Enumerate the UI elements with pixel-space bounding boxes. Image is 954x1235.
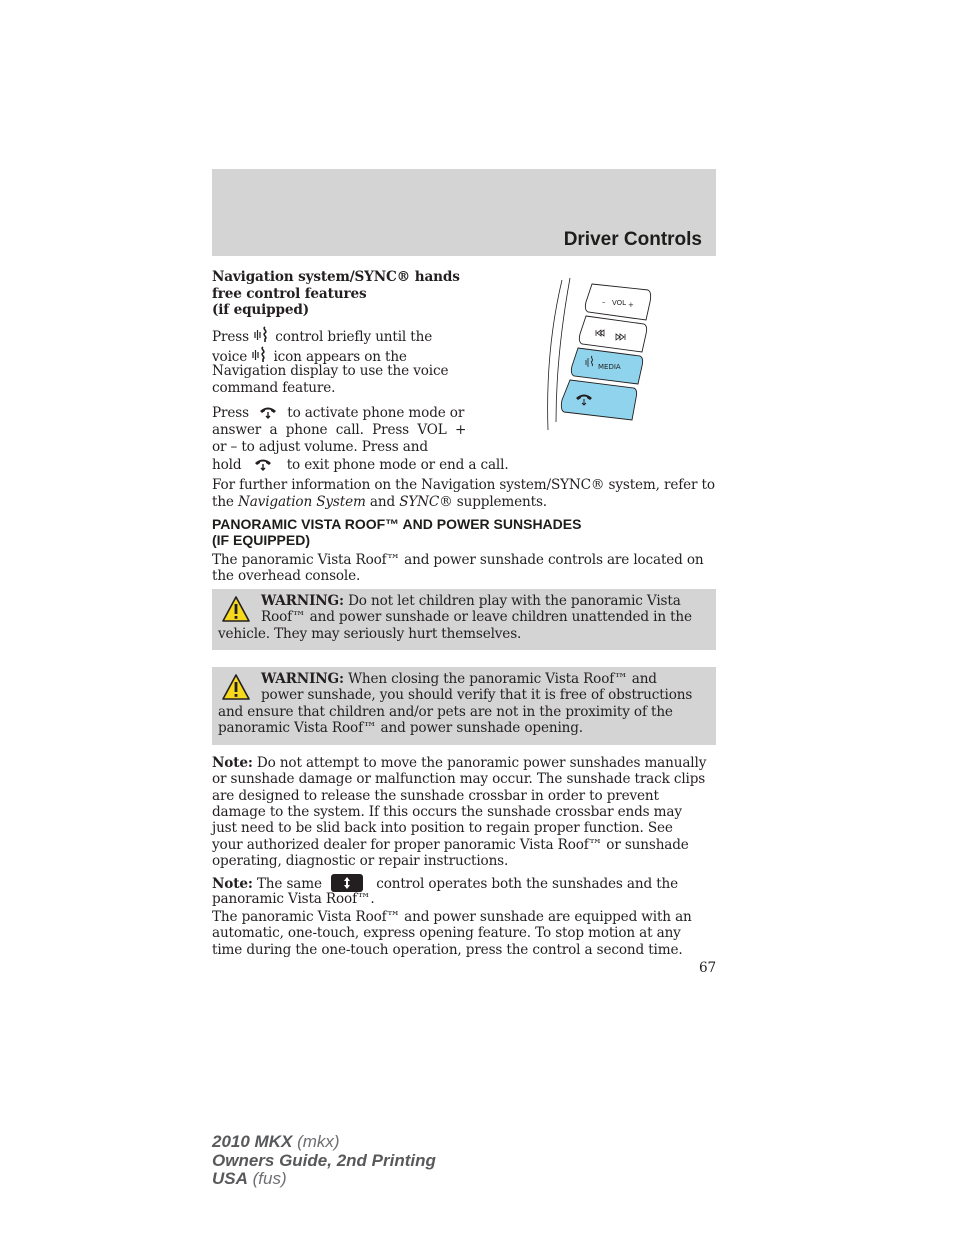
note-1-line1: Note: Do not attempt to move the panoramic power sunshades manually bbox=[212, 755, 707, 771]
phone-button bbox=[561, 380, 636, 420]
svg-text:–: – bbox=[602, 298, 606, 306]
voice-icon bbox=[251, 346, 269, 364]
nav-paragraph-1-line1: Press control briefly until the bbox=[212, 326, 432, 346]
roof-heading-line1: PANORAMIC VISTA ROOF™ AND POWER SUNSHADES bbox=[212, 516, 582, 532]
voice-icon bbox=[253, 326, 271, 344]
warning-2-line2: power sunshade, you should verify that it is free of obstructions bbox=[261, 687, 693, 703]
page-number: 67 bbox=[699, 960, 716, 976]
note-2-line2: panoramic Vista Roof™. bbox=[212, 891, 375, 907]
nav-paragraph-3-line1: For further information on the Navigation system/SYNC® system, refer to bbox=[212, 477, 715, 493]
warning-1-line3: vehicle. They may seriously hurt themselves. bbox=[218, 626, 522, 642]
nav-paragraph-2-line4: hold to exit phone mode or end a call. bbox=[212, 457, 509, 473]
roof-heading-line2: (IF EQUIPPED) bbox=[212, 532, 311, 548]
nav-heading-line2: free control features bbox=[212, 286, 367, 302]
vol-button bbox=[585, 284, 650, 320]
warning-triangle-icon bbox=[221, 673, 251, 701]
phone-icon bbox=[256, 404, 280, 420]
express-paragraph-line1: The panoramic Vista Roof™ and power sunshade are equipped with an bbox=[212, 909, 692, 925]
steering-wheel-controls-illustration bbox=[540, 272, 660, 434]
svg-text:VOL: VOL bbox=[612, 299, 627, 307]
note-1-line3: are designed to release the sunshade crossbar in order to prevent bbox=[212, 788, 659, 804]
nav-paragraph-3-line2: the Navigation System and SYNC® supplements. bbox=[212, 494, 547, 510]
footer-line1: 2010 MKX (mkx) bbox=[212, 1132, 340, 1151]
warning-2-line4: panoramic Vista Roof™ and power sunshade opening. bbox=[218, 720, 583, 736]
nav-paragraph-2-line3: or – to adjust volume. Press and bbox=[212, 439, 428, 455]
note-1-line2: or sunshade damage or malfunction may occur. The sunshade track clips bbox=[212, 771, 706, 787]
svg-text:+: + bbox=[628, 301, 634, 309]
note-1-line5: just need to be slid back into position to regain proper function. See bbox=[212, 820, 673, 836]
roof-intro-line2: the overhead console. bbox=[212, 568, 361, 584]
footer-line3: USA (fus) bbox=[212, 1169, 287, 1188]
warning-2-line3: and ensure that children and/or pets are not in the proximity of the bbox=[218, 704, 673, 720]
note-1-line4: damage to the system. If this occurs the sunshade crossbar ends may bbox=[212, 804, 682, 820]
note-2-line1: Note: The same control operates both the sunshades and the bbox=[212, 873, 678, 893]
nav-paragraph-1-line3: Navigation display to use the voice bbox=[212, 363, 449, 379]
nav-paragraph-2-line1: Press to activate phone mode or bbox=[212, 405, 465, 421]
warning-triangle-icon bbox=[221, 595, 251, 623]
warning-box-1 bbox=[212, 589, 716, 650]
warning-1-line2: Roof™ and power sunshade or leave children unattended in the bbox=[261, 609, 692, 625]
warning-2-line1: WARNING: When closing the panoramic Vista Roof™ and bbox=[261, 671, 657, 687]
nav-paragraph-1-line4: command feature. bbox=[212, 380, 336, 396]
note-1-line7: operating, diagnostic or repair instructions. bbox=[212, 853, 509, 869]
seek-button bbox=[579, 316, 646, 352]
media-voice-button bbox=[571, 348, 642, 384]
nav-paragraph-1-line2: voice icon appears on the bbox=[212, 346, 407, 366]
phone-icon bbox=[251, 456, 275, 472]
express-paragraph-line3: time during the one-touch operation, press the control a second time. bbox=[212, 942, 683, 958]
section-title: Driver Controls bbox=[563, 229, 702, 250]
footer-line2: Owners Guide, 2nd Printing bbox=[212, 1151, 436, 1170]
roof-intro-line1: The panoramic Vista Roof™ and power sunshade controls are located on bbox=[212, 552, 704, 568]
note-1-line6: your authorized dealer for proper panoramic Vista Roof™ or sunshade bbox=[212, 837, 689, 853]
nav-paragraph-2-line2: answer a phone call. Press VOL + bbox=[212, 422, 467, 438]
warning-1-line1: WARNING: Do not let children play with the panoramic Vista bbox=[261, 593, 681, 609]
svg-text:MEDIA: MEDIA bbox=[598, 363, 621, 371]
roof-control-icon bbox=[330, 873, 364, 893]
express-paragraph-line2: automatic, one-touch, express opening feature. To stop motion at any bbox=[212, 925, 681, 941]
warning-box-2 bbox=[212, 667, 716, 745]
nav-heading-line1: Navigation system/SYNC® hands bbox=[212, 269, 460, 285]
nav-heading-line3: (if equipped) bbox=[212, 302, 310, 318]
